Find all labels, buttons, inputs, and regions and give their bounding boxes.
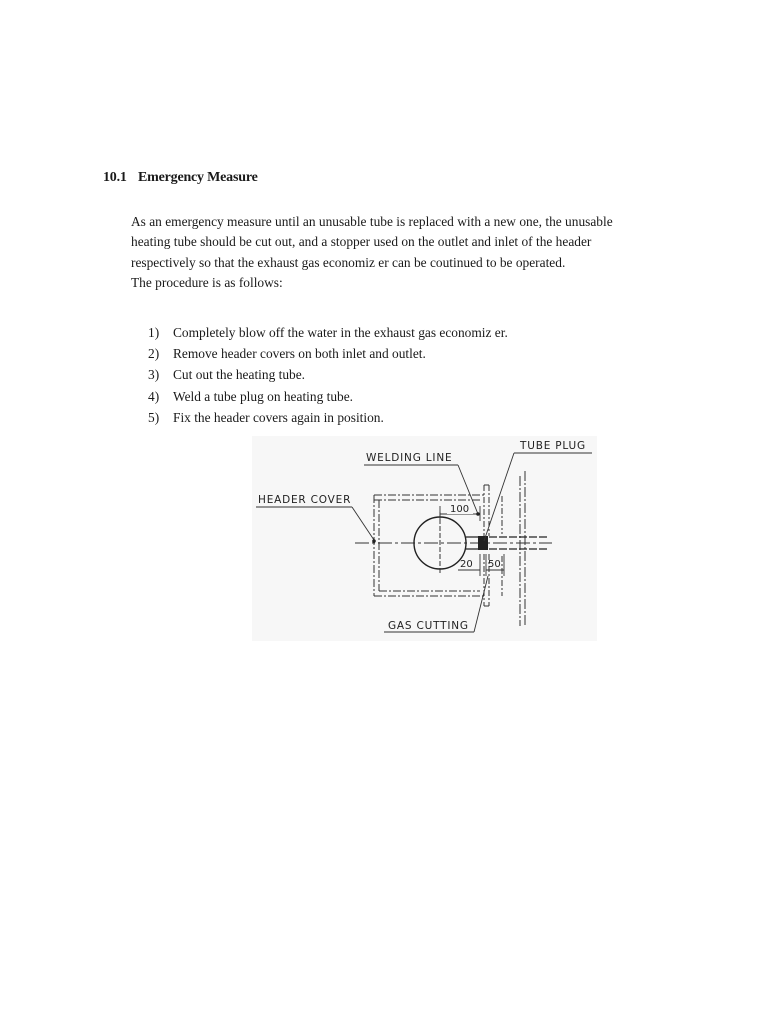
procedure-step — [148, 343, 508, 364]
procedure-step — [148, 386, 508, 407]
tube-plug-diagram — [252, 436, 597, 641]
cover-point — [372, 539, 376, 543]
tube-plug-shape — [478, 536, 488, 550]
step-text: Cut out the heating tube. — [173, 367, 306, 383]
label-welding-line: WELDING LINE — [366, 452, 453, 464]
procedure-step — [148, 407, 508, 428]
dimension-20: 20 — [460, 559, 473, 570]
section-heading — [103, 170, 258, 186]
label-gas-cutting: GAS CUTTING — [388, 620, 469, 632]
section-number: 10.1 — [103, 170, 127, 185]
paragraph-line: heating tube should be cut out, and a stopper used on the outlet and inlet of the header — [131, 234, 592, 250]
step-number: 4) — [148, 388, 160, 404]
label-header-cover: HEADER COVER — [258, 494, 352, 506]
procedure-step — [148, 364, 508, 385]
step-text: Weld a tube plug on heating tube. — [173, 388, 354, 404]
step-text: Remove header covers on both inlet and outlet. — [173, 346, 426, 362]
diagram-background — [252, 436, 597, 641]
welding-point — [476, 512, 480, 516]
paragraph-line: The procedure is as follows: — [131, 275, 283, 291]
step-text: Completely blow off the water in the exhaust gas economiz er. — [173, 325, 508, 340]
dimension-100: 100 — [450, 504, 470, 515]
step-text: Fix the header covers again in position. — [173, 409, 384, 425]
diagram-svg — [252, 436, 597, 641]
label-tube-plug: TUBE PLUG — [520, 440, 586, 452]
intro-paragraph — [131, 212, 721, 294]
step-number: 2) — [148, 346, 160, 362]
section-title: Emergency Measure — [138, 170, 258, 185]
procedure-list — [148, 322, 508, 428]
step-number: 3) — [148, 367, 160, 383]
dimension-50: 50 — [488, 559, 501, 570]
paragraph-line: As an emergency measure until an unusable tube is replaced with a new one, the unusable — [131, 214, 613, 229]
paragraph-line: respectively so that the exhaust gas economiz er can be coutinued to be operated. — [131, 254, 566, 270]
step-number: 5) — [148, 409, 160, 425]
procedure-step — [148, 322, 508, 343]
step-number: 1) — [148, 325, 160, 340]
